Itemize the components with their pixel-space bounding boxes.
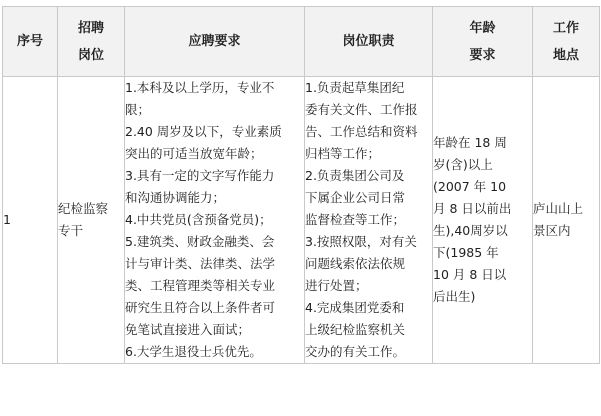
requirement-line: 和沟通协调能力； <box>125 190 226 205</box>
requirement-line: 类、工程管理类等相关专业 <box>125 278 276 293</box>
requirement-line: 6.大学生退役士兵优先。 <box>125 344 262 359</box>
age-line: 月 8 日以前出 <box>433 201 512 216</box>
location-line-2: 景区内 <box>533 223 571 238</box>
position-line-2: 专干 <box>58 223 84 238</box>
header-position-line-2: 岗位 <box>77 47 104 63</box>
cell-seq <box>3 77 58 364</box>
duty-line: 2.负责集团公司及 <box>305 168 405 183</box>
age-line: 岁(含)以上 <box>433 157 493 172</box>
header-requirements <box>125 7 305 77</box>
requirement-line: 研究生且符合以上条件者可 <box>125 300 276 315</box>
position-line-1: 纪检监察 <box>58 201 109 216</box>
requirement-line: 4.中共党员(含预备党员)； <box>125 212 272 227</box>
age-line: 10 月 8 日以 <box>433 267 507 282</box>
duty-line: 1.负责起草集团纪 <box>305 80 405 95</box>
cell-location <box>533 77 600 364</box>
seq-value: 1 <box>3 212 11 227</box>
header-age <box>433 7 533 77</box>
header-position <box>58 7 125 77</box>
age-line: 下(1985 年 <box>433 245 499 260</box>
duty-line: 告、工作总结和资料 <box>305 124 418 139</box>
duty-line: 3.按照权限，对有关 <box>305 234 417 249</box>
requirement-line: 突出的可适当放宽年龄； <box>125 146 263 161</box>
duty-line: 监督检查等工作； <box>305 212 406 227</box>
requirement-line: 计与审计类、法律类、法学 <box>125 256 276 271</box>
duty-line: 归档等工作； <box>305 146 381 161</box>
header-age-line-1: 年龄 <box>469 20 496 36</box>
requirement-line: 1.本科及以上学历，专业不 <box>125 80 275 95</box>
cell-age <box>433 77 533 364</box>
duty-line: 下属企业公司日常 <box>305 190 406 205</box>
duty-line: 问题线索依法依规 <box>305 256 406 271</box>
header-location-line-1: 工作 <box>552 20 579 36</box>
header-duties-text: 岗位职责 <box>342 34 395 49</box>
table-header-row <box>3 7 600 77</box>
recruitment-table <box>2 6 600 364</box>
header-location-line-2: 地点 <box>552 47 579 63</box>
age-line: 年龄在 18 周 <box>433 135 507 150</box>
duty-line: 4.完成集团党委和 <box>305 300 405 315</box>
header-location <box>533 7 600 77</box>
requirement-line: 限； <box>125 102 151 117</box>
duty-line: 上级纪检监察机关 <box>305 322 406 337</box>
cell-requirements <box>125 77 305 364</box>
age-line: (2007 年 10 <box>433 179 507 194</box>
header-seq <box>3 7 58 77</box>
header-age-line-2: 要求 <box>469 47 496 63</box>
age-line: 后出生) <box>433 289 476 304</box>
header-seq-text: 序号 <box>16 34 43 49</box>
header-requirements-text: 应聘要求 <box>188 34 241 49</box>
cell-duties <box>305 77 433 364</box>
age-line: 生),40周岁以 <box>433 223 508 238</box>
duty-line: 交办的有关工作。 <box>305 344 406 359</box>
header-duties <box>305 7 433 77</box>
cell-position <box>58 77 125 364</box>
requirement-line: 2.40 周岁及以下，专业素质 <box>125 124 282 139</box>
header-position-line-1: 招聘 <box>77 20 104 36</box>
location-line-1: 庐山山上 <box>533 201 584 216</box>
duty-line: 进行处置； <box>305 278 368 293</box>
table-row <box>3 77 600 364</box>
requirement-line: 5.建筑类、财政金融类、会 <box>125 234 275 249</box>
duty-line: 委有关文件、工作报 <box>305 102 418 117</box>
requirement-line: 3.具有一定的文字写作能力 <box>125 168 275 183</box>
requirement-line: 免笔试直接进入面试； <box>125 322 251 337</box>
